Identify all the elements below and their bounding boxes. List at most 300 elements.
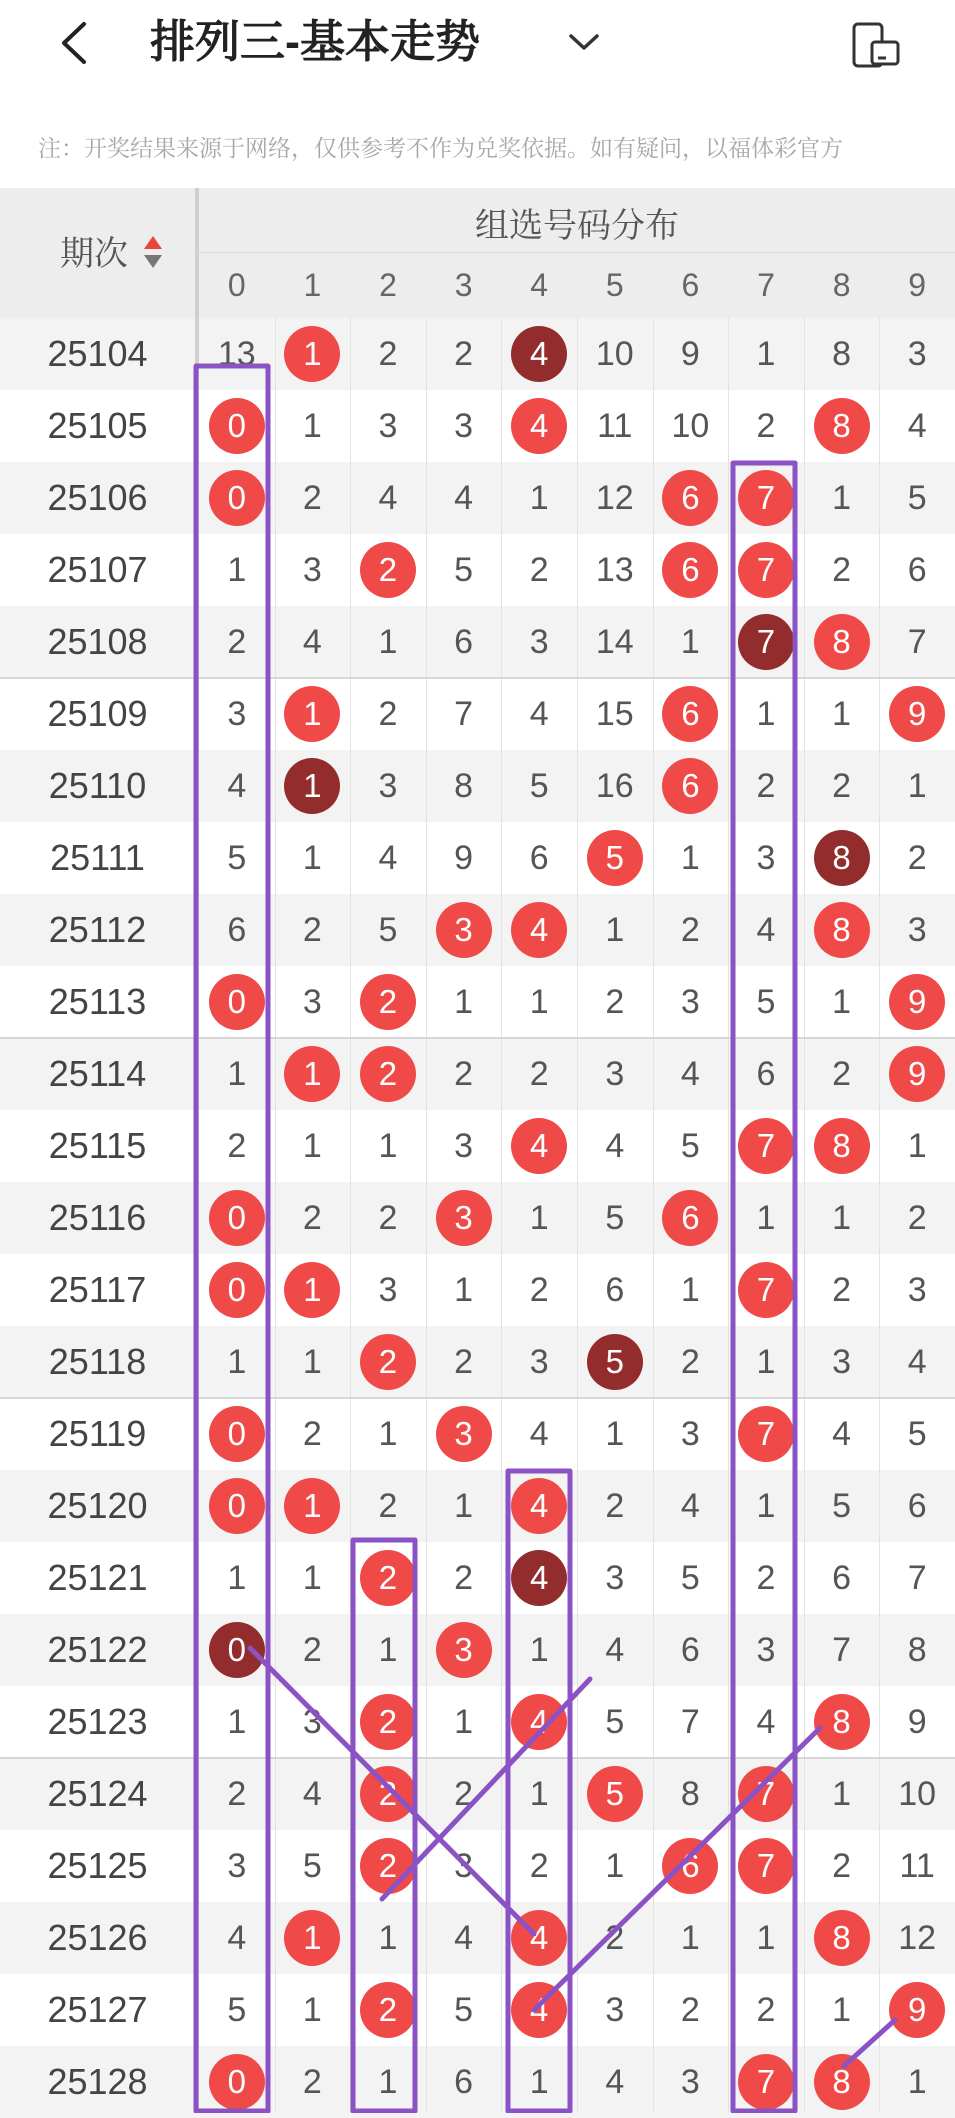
drawn-number-ball: 8 (814, 1910, 870, 1966)
omission-count: 2 (302, 1199, 322, 1237)
omission-count: 2 (605, 983, 625, 1021)
drawn-number-ball: 8 (814, 1118, 870, 1174)
drawn-number-ball: 4 (511, 1910, 567, 1966)
omission-count: 4 (454, 479, 474, 517)
omission-count: 3 (227, 695, 247, 733)
omission-count: 3 (605, 1559, 625, 1597)
omission-count: 2 (378, 1487, 398, 1525)
period-number: 25122 (47, 1629, 148, 1670)
drawn-number-ball: 2 (360, 1982, 416, 2038)
period-number: 25119 (48, 1413, 147, 1454)
omission-count: 1 (302, 407, 322, 445)
drawn-number-ball: 0 (209, 2054, 265, 2110)
omission-count: 1 (680, 839, 700, 877)
drawn-number-ball: 0 (209, 1190, 265, 1246)
omission-count: 1 (529, 1775, 549, 1813)
digit-header-5: 5 (577, 253, 653, 318)
hit-cell (728, 606, 804, 678)
omission-count: 4 (907, 407, 927, 445)
omission-count: 3 (756, 839, 776, 877)
period-number: 25114 (48, 1053, 147, 1094)
omission-count: 3 (907, 335, 927, 373)
omission-count: 12 (898, 1919, 937, 1957)
omission-count: 9 (454, 839, 474, 877)
omission-count: 6 (227, 911, 247, 949)
drawn-number-ball: 1 (284, 758, 340, 814)
omission-count: 3 (680, 2063, 700, 2101)
hit-cell (728, 462, 804, 534)
omission-count: 16 (595, 767, 634, 805)
drawn-number-ball: 7 (738, 542, 794, 598)
omission-count: 9 (907, 1703, 927, 1741)
omission-count: 1 (756, 1919, 776, 1957)
omission-count: 2 (756, 1559, 776, 1597)
omission-count: 4 (907, 1343, 927, 1381)
omission-count: 2 (529, 1055, 549, 1093)
omission-count: 4 (378, 839, 398, 877)
omission-count: 2 (227, 623, 247, 661)
drawn-number-ball: 4 (511, 398, 567, 454)
drawn-number-ball: 6 (662, 1838, 718, 1894)
hit-cell (350, 1542, 426, 1614)
drawn-number-ball: 7 (738, 1766, 794, 1822)
hit-cell (728, 1110, 804, 1182)
omission-count: 2 (227, 1127, 247, 1165)
group-distribution-header (199, 188, 955, 252)
omission-count: 4 (832, 1415, 852, 1453)
hit-cell (199, 390, 275, 462)
omission-count: 2 (605, 1919, 625, 1957)
drawn-number-ball: 4 (511, 1694, 567, 1750)
omission-count: 2 (454, 1055, 474, 1093)
hit-cell (728, 534, 804, 606)
drawn-number-ball: 6 (662, 542, 718, 598)
omission-count: 4 (302, 1775, 322, 1813)
drawn-number-ball: 4 (511, 1118, 567, 1174)
omission-count: 2 (907, 1199, 927, 1237)
drawn-number-ball: 2 (360, 1046, 416, 1102)
omission-count: 7 (907, 1559, 927, 1597)
hit-cell (728, 2046, 804, 2118)
omission-count: 2 (756, 407, 776, 445)
hit-cell (577, 1326, 653, 1398)
period-number: 25112 (48, 909, 147, 950)
period-number: 25118 (48, 1341, 147, 1382)
drawn-number-ball: 0 (209, 1406, 265, 1462)
omission-count: 13 (217, 335, 256, 373)
omission-count: 3 (529, 1343, 549, 1381)
omission-count: 12 (595, 479, 634, 517)
omission-count: 2 (832, 1055, 852, 1093)
omission-count: 1 (529, 2063, 549, 2101)
omission-count: 2 (680, 1991, 700, 2029)
omission-count: 6 (529, 839, 549, 877)
omission-count: 1 (832, 695, 852, 733)
omission-count: 4 (680, 1055, 700, 1093)
hit-cell (728, 1254, 804, 1326)
omission-count: 5 (227, 1991, 247, 2029)
hit-cell (653, 750, 729, 822)
omission-count: 2 (832, 1847, 852, 1885)
omission-count: 6 (832, 1559, 852, 1597)
hit-cell (275, 678, 351, 750)
drawn-number-ball: 4 (511, 1478, 567, 1534)
period-header[interactable] (0, 188, 195, 318)
omission-count: 5 (454, 1991, 474, 2029)
hit-cell (577, 822, 653, 894)
trend-table (0, 188, 955, 2113)
period-header-label: 期次 (60, 235, 128, 273)
drawn-number-ball: 6 (662, 1190, 718, 1246)
drawn-number-ball: 8 (814, 1694, 870, 1750)
omission-count: 1 (605, 1847, 625, 1885)
omission-count: 4 (454, 1919, 474, 1957)
omission-count: 1 (756, 695, 776, 733)
omission-count: 1 (302, 1343, 322, 1381)
period-number: 25126 (47, 1917, 148, 1958)
omission-count: 1 (680, 1271, 700, 1309)
omission-count: 13 (595, 551, 634, 589)
period-number: 25106 (47, 477, 148, 518)
period-number: 25115 (48, 1125, 147, 1166)
drawn-number-ball: 0 (209, 974, 265, 1030)
omission-count: 5 (605, 1703, 625, 1741)
drawn-number-ball: 4 (511, 1982, 567, 2038)
omission-count: 1 (454, 983, 474, 1021)
period-number: 25107 (47, 549, 148, 590)
omission-count: 1 (302, 1127, 322, 1165)
drawn-number-ball: 0 (209, 1478, 265, 1534)
omission-count: 2 (454, 1775, 474, 1813)
omission-count: 1 (756, 335, 776, 373)
omission-count: 5 (907, 479, 927, 517)
omission-count: 7 (454, 695, 474, 733)
hit-cell (501, 1974, 577, 2046)
hit-cell (653, 1182, 729, 1254)
omission-count: 3 (605, 1991, 625, 2029)
omission-count: 1 (227, 1703, 247, 1741)
omission-count: 3 (605, 1055, 625, 1093)
digit-header-6: 6 (653, 253, 729, 318)
hit-cell (426, 1182, 502, 1254)
omission-count: 2 (454, 1343, 474, 1381)
omission-count: 8 (680, 1775, 700, 1813)
omission-count: 2 (832, 551, 852, 589)
drawn-number-ball: 7 (738, 1406, 794, 1462)
hit-cell (501, 390, 577, 462)
hit-cell (350, 1974, 426, 2046)
hit-cell (199, 1470, 275, 1542)
omission-count: 1 (907, 767, 927, 805)
omission-count: 4 (302, 623, 322, 661)
omission-count: 2 (302, 479, 322, 517)
digit-header-8: 8 (804, 253, 880, 318)
chevron-down-icon[interactable] (565, 26, 603, 58)
omission-count: 6 (907, 1487, 927, 1525)
omission-count: 1 (302, 1991, 322, 2029)
hit-cell (501, 1686, 577, 1758)
back-chevron-icon[interactable] (52, 18, 102, 68)
omission-count: 5 (302, 1847, 322, 1885)
hit-cell (199, 1182, 275, 1254)
digit-header-2: 2 (350, 253, 426, 318)
omission-count: 1 (907, 1127, 927, 1165)
top-bar (0, 0, 955, 90)
omission-count: 1 (302, 839, 322, 877)
drawn-number-ball: 2 (360, 1550, 416, 1606)
hit-cell (728, 1398, 804, 1470)
hit-cell (275, 318, 351, 390)
hit-cell (653, 678, 729, 750)
period-number: 25117 (48, 1269, 147, 1310)
omission-count: 10 (595, 335, 634, 373)
hit-cell (426, 1614, 502, 1686)
omission-count: 1 (680, 623, 700, 661)
drawn-number-ball: 2 (360, 1766, 416, 1822)
hit-cell (501, 1470, 577, 1542)
drawn-number-ball: 2 (360, 1694, 416, 1750)
omission-count: 3 (907, 911, 927, 949)
drawn-number-ball: 2 (360, 1838, 416, 1894)
hit-cell (501, 894, 577, 966)
drawn-number-ball: 8 (814, 398, 870, 454)
omission-count: 6 (605, 1271, 625, 1309)
omission-count: 3 (680, 1415, 700, 1453)
omission-count: 11 (899, 1847, 935, 1885)
drawn-number-ball: 8 (814, 902, 870, 958)
omission-count: 4 (605, 2063, 625, 2101)
omission-count: 5 (680, 1559, 700, 1597)
omission-count: 2 (832, 767, 852, 805)
omission-count: 2 (680, 911, 700, 949)
omission-count: 5 (378, 911, 398, 949)
omission-count: 1 (529, 1631, 549, 1669)
omission-count: 1 (529, 983, 549, 1021)
omission-count: 4 (756, 1703, 776, 1741)
device-switch-icon[interactable] (848, 20, 904, 70)
omission-count: 10 (671, 407, 710, 445)
omission-count: 2 (756, 767, 776, 805)
omission-count: 1 (832, 1199, 852, 1237)
drawn-number-ball: 9 (889, 1046, 945, 1102)
omission-count: 5 (907, 1415, 927, 1453)
drawn-number-ball: 9 (889, 686, 945, 742)
period-number: 25125 (47, 1845, 148, 1886)
omission-count: 2 (454, 1559, 474, 1597)
omission-count: 10 (898, 1775, 937, 1813)
omission-count: 6 (680, 1631, 700, 1669)
hit-cell (275, 750, 351, 822)
digit-header-7: 7 (728, 253, 804, 318)
period-number: 25123 (47, 1701, 148, 1742)
omission-count: 4 (529, 695, 549, 733)
omission-count: 3 (378, 1271, 398, 1309)
hit-cell (199, 1254, 275, 1326)
hit-cell (350, 1686, 426, 1758)
hit-cell (350, 1326, 426, 1398)
omission-count: 1 (227, 1055, 247, 1093)
drawn-number-ball: 7 (738, 1838, 794, 1894)
hit-cell (728, 1758, 804, 1830)
omission-count: 3 (529, 623, 549, 661)
omission-count: 5 (605, 1199, 625, 1237)
hit-cell (804, 390, 880, 462)
hit-cell (501, 1902, 577, 1974)
omission-count: 2 (529, 551, 549, 589)
omission-count: 2 (227, 1775, 247, 1813)
omission-count: 4 (529, 1415, 549, 1453)
hit-cell (275, 1254, 351, 1326)
omission-count: 5 (756, 983, 776, 1021)
drawn-number-ball: 3 (436, 902, 492, 958)
omission-count: 1 (378, 1631, 398, 1669)
drawn-number-ball: 0 (209, 398, 265, 454)
group-distribution-label: 组选号码分布 (475, 207, 679, 245)
omission-count: 1 (378, 1919, 398, 1957)
omission-count: 14 (595, 623, 634, 661)
drawn-number-ball: 7 (738, 614, 794, 670)
hit-cell (804, 822, 880, 894)
hit-cell (275, 1470, 351, 1542)
drawn-number-ball: 1 (284, 1478, 340, 1534)
hit-cell (350, 1830, 426, 1902)
omission-count: 4 (680, 1487, 700, 1525)
hit-cell (804, 2046, 880, 2118)
omission-count: 1 (680, 1919, 700, 1957)
hit-cell (879, 1038, 955, 1110)
period-number: 25120 (47, 1485, 148, 1526)
period-number: 25111 (50, 837, 145, 878)
drawn-number-ball: 1 (284, 1910, 340, 1966)
omission-count: 5 (454, 551, 474, 589)
omission-count: 1 (378, 2063, 398, 2101)
digit-header-1: 1 (275, 253, 351, 318)
hit-cell (350, 1038, 426, 1110)
omission-count: 1 (832, 479, 852, 517)
omission-count: 1 (832, 1775, 852, 1813)
hit-cell (653, 1830, 729, 1902)
hit-cell (804, 894, 880, 966)
omission-count: 5 (680, 1127, 700, 1165)
omission-count: 1 (756, 1199, 776, 1237)
drawn-number-ball: 6 (662, 686, 718, 742)
omission-count: 2 (378, 335, 398, 373)
omission-count: 2 (302, 1415, 322, 1453)
omission-count: 6 (454, 2063, 474, 2101)
omission-count: 3 (302, 551, 322, 589)
omission-count: 2 (605, 1487, 625, 1525)
hit-cell (275, 1038, 351, 1110)
drawn-number-ball: 1 (284, 686, 340, 742)
omission-count: 1 (529, 479, 549, 517)
omission-count: 1 (832, 1991, 852, 2029)
hit-cell (653, 462, 729, 534)
omission-count: 1 (302, 1559, 322, 1597)
omission-count: 3 (454, 1847, 474, 1885)
hit-cell (879, 678, 955, 750)
drawn-number-ball: 1 (284, 326, 340, 382)
omission-count: 2 (378, 695, 398, 733)
omission-count: 4 (227, 767, 247, 805)
omission-count: 2 (302, 2063, 322, 2101)
omission-count: 8 (832, 335, 852, 373)
period-number: 25124 (47, 1773, 148, 1814)
omission-count: 1 (227, 1343, 247, 1381)
omission-count: 6 (756, 1055, 776, 1093)
omission-count: 3 (832, 1343, 852, 1381)
omission-count: 8 (907, 1631, 927, 1669)
omission-count: 2 (378, 1199, 398, 1237)
omission-count: 1 (832, 983, 852, 1021)
omission-count: 4 (378, 479, 398, 517)
hit-cell (426, 1398, 502, 1470)
omission-count: 1 (756, 1487, 776, 1525)
period-number: 25128 (47, 2061, 148, 2102)
drawn-number-ball: 7 (738, 2054, 794, 2110)
omission-count: 1 (529, 1199, 549, 1237)
omission-count: 1 (227, 551, 247, 589)
drawn-number-ball: 4 (511, 326, 567, 382)
period-number: 25127 (47, 1989, 148, 2030)
omission-count: 3 (378, 407, 398, 445)
drawn-number-ball: 4 (511, 1550, 567, 1606)
omission-count: 7 (680, 1703, 700, 1741)
hit-cell (199, 462, 275, 534)
omission-count: 1 (227, 1559, 247, 1597)
omission-count: 3 (302, 1703, 322, 1741)
period-number: 25108 (47, 621, 148, 662)
hit-cell (501, 318, 577, 390)
drawn-number-ball: 4 (511, 902, 567, 958)
sort-icon[interactable] (142, 232, 164, 272)
drawn-number-ball: 7 (738, 1262, 794, 1318)
omission-count: 1 (378, 1415, 398, 1453)
period-number: 25109 (47, 693, 148, 734)
omission-count: 4 (756, 911, 776, 949)
drawn-number-ball: 3 (436, 1622, 492, 1678)
hit-cell (350, 534, 426, 606)
drawn-number-ball: 0 (209, 1622, 265, 1678)
hit-cell (350, 1758, 426, 1830)
omission-count: 5 (227, 839, 247, 877)
drawn-number-ball: 6 (662, 470, 718, 526)
omission-count: 1 (605, 1415, 625, 1453)
omission-count: 3 (227, 1847, 247, 1885)
drawn-number-ball: 9 (889, 974, 945, 1030)
digit-header-4: 4 (501, 253, 577, 318)
drawn-number-ball: 9 (889, 1982, 945, 2038)
hit-cell (879, 1974, 955, 2046)
omission-count: 3 (454, 1127, 474, 1165)
drawn-number-ball: 2 (360, 542, 416, 598)
hit-cell (577, 1758, 653, 1830)
omission-count: 1 (378, 1127, 398, 1165)
omission-count: 5 (529, 767, 549, 805)
omission-count: 5 (832, 1487, 852, 1525)
drawn-number-ball: 0 (209, 1262, 265, 1318)
omission-count: 2 (756, 1991, 776, 2029)
drawn-number-ball: 2 (360, 974, 416, 1030)
omission-count: 11 (597, 407, 633, 445)
omission-count: 6 (454, 623, 474, 661)
hit-cell (199, 966, 275, 1038)
hit-cell (199, 1614, 275, 1686)
hit-cell (501, 1542, 577, 1614)
omission-count: 2 (832, 1271, 852, 1309)
omission-count: 9 (680, 335, 700, 373)
drawn-number-ball: 5 (587, 1766, 643, 1822)
drawn-number-ball: 8 (814, 2054, 870, 2110)
